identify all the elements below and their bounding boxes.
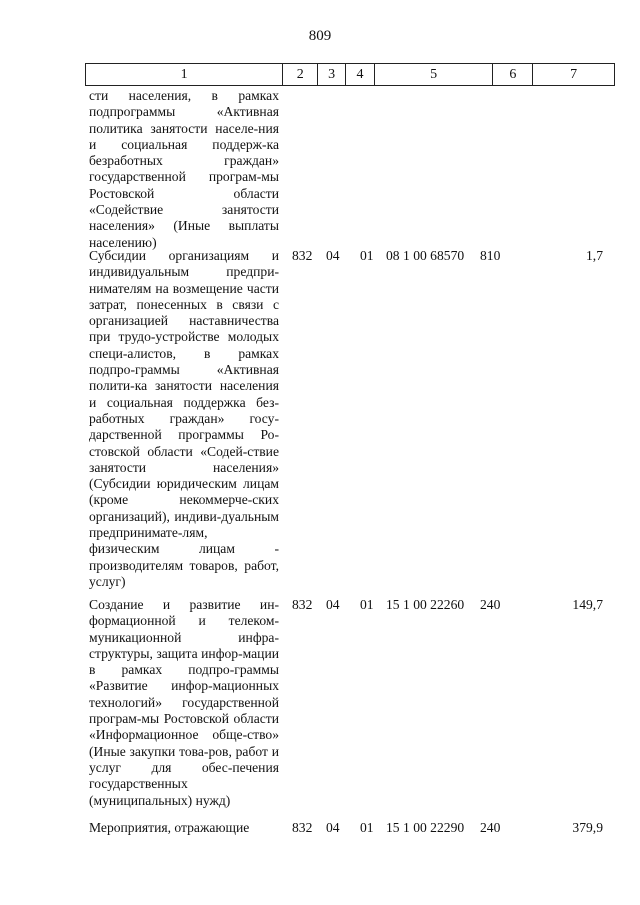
row-expense-type: 810 xyxy=(480,248,501,263)
header-col-5: 5 xyxy=(375,64,494,85)
row-amount: 149,7 xyxy=(572,597,603,612)
row-target-article: 15 1 00 22290 xyxy=(386,820,465,835)
row-description: Мероприятия, отражающие xyxy=(89,820,250,835)
row-admin-code: 832 xyxy=(292,820,313,835)
row-description: Создание и развитие ин-формационной и телеком-муникационной инфра-структуры, защита инфор-мации в рамках подпро-граммы «Развитие инфор-мационных технологий» государственной програм-мы Ростовской области «Информационное обще-ство» (Иные закупки това-ров, работ и услуг для обес-печения государственных (муниципальных) нужд) xyxy=(89,597,279,808)
row-description: сти населения, в рамках подпрограммы «Активная политика занятости населе-ния и социальная поддерж-ка безработных граждан» государственной програм-мы Ростовской области «Содействие занятости населения» (Иные выплаты населению) xyxy=(89,88,279,250)
row-section: 04 xyxy=(326,248,340,263)
header-col-3: 3 xyxy=(318,64,346,85)
table-header-row xyxy=(85,63,615,86)
row-section: 04 xyxy=(326,820,340,835)
row-subsection: 01 xyxy=(360,597,374,612)
row-target-article: 08 1 00 68570 xyxy=(386,248,465,263)
row-description: Субсидии организациям и индивидуальным предпри-нимателям на возмещение части затрат, понесенных в связи с организацией наставничества при трудо-устройстве молодых специ-алистов, в рамках подпро-граммы «Активная полити-ка занятости населения и социальная поддержка без-работных граждан» госу-дарственной программы Ро-стовской области «Содей-ствие занятости населения» (Субсидии юридическим лицам (кроме некоммерче-ских организаций), индиви-дуальным предпринимате-лям, физическим лицам - производителям товаров, работ, услуг) xyxy=(89,248,279,589)
header-col-4: 4 xyxy=(346,64,375,85)
row-admin-code: 832 xyxy=(292,248,313,263)
header-col-2: 2 xyxy=(283,64,318,85)
row-expense-type: 240 xyxy=(480,597,501,612)
header-col-1: 1 xyxy=(86,64,283,85)
row-section: 04 xyxy=(326,597,340,612)
header-col-7: 7 xyxy=(570,66,578,82)
row-target-article: 15 1 00 22260 xyxy=(386,597,465,612)
header-col-6: 6 xyxy=(493,64,533,85)
row-subsection: 01 xyxy=(360,248,374,263)
row-amount: 1,7 xyxy=(586,248,603,263)
row-admin-code: 832 xyxy=(292,597,313,612)
row-amount: 379,9 xyxy=(572,820,603,835)
row-expense-type: 240 xyxy=(480,820,501,835)
page-number: 809 xyxy=(308,28,332,44)
row-subsection: 01 xyxy=(360,820,374,835)
